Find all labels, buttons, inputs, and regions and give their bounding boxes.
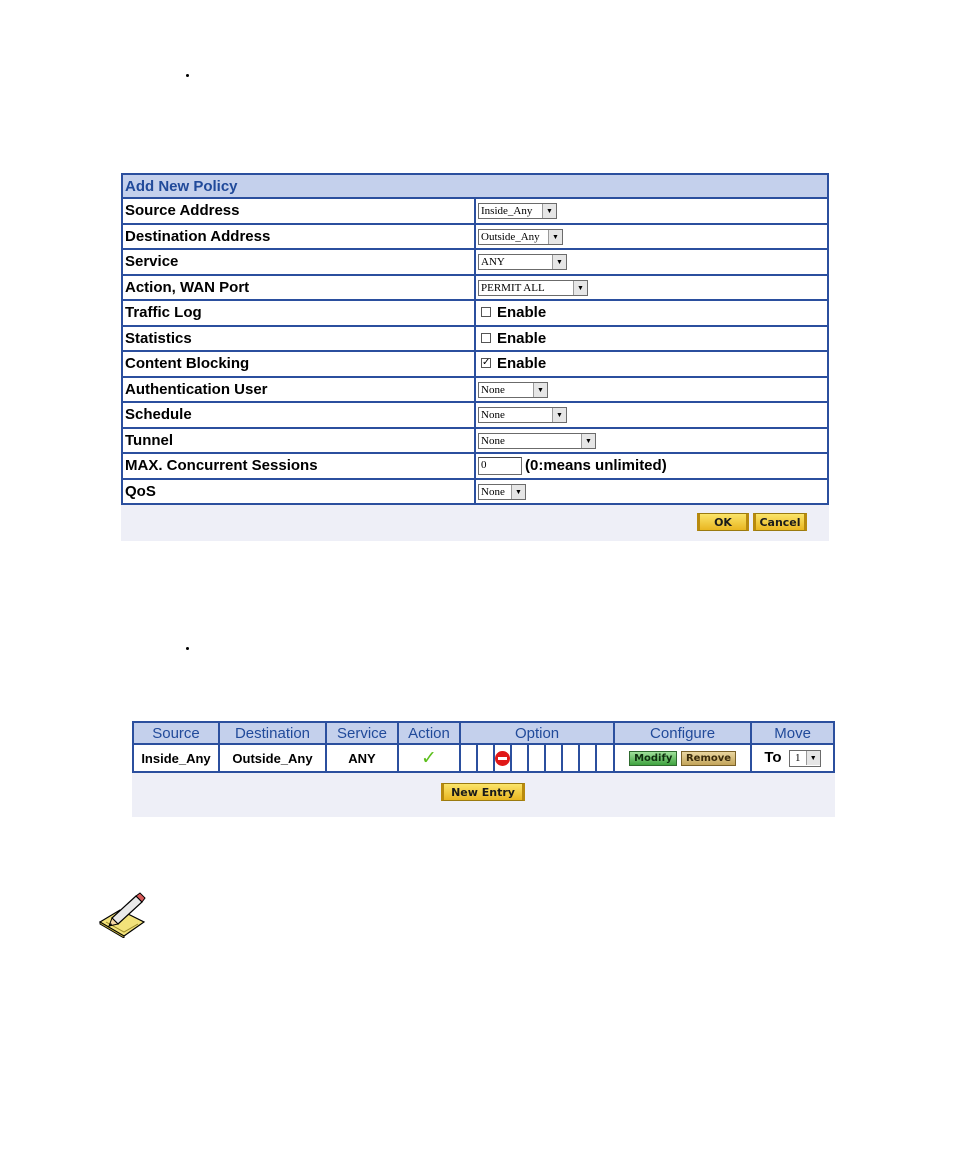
add-policy-table	[121, 173, 829, 505]
row-service	[122, 249, 828, 275]
list-header-row	[133, 722, 834, 744]
row-statistics	[122, 326, 828, 352]
authentication-user-select[interactable]: None ▼	[478, 382, 548, 398]
statistics-checkbox[interactable]	[481, 333, 491, 343]
cancel-button[interactable]: Cancel	[753, 513, 807, 531]
statistics-label: Statistics	[122, 326, 475, 352]
list-footer	[132, 773, 835, 817]
source-address-label: Source Address	[122, 198, 475, 224]
option-cell	[596, 744, 614, 772]
row-configure	[614, 744, 751, 772]
row-max-concurrent-sessions	[122, 453, 828, 479]
dropdown-arrow-icon: ▼	[581, 434, 595, 448]
statistics-enable-text: Enable	[497, 329, 547, 347]
option-cell	[494, 744, 511, 772]
row-tunnel	[122, 428, 828, 454]
row-destination-address	[122, 224, 828, 250]
service-label: Service	[122, 249, 475, 275]
modify-button[interactable]: Modify	[629, 751, 677, 766]
check-icon: ✓	[421, 747, 437, 769]
move-prefix: To	[764, 749, 782, 767]
pencil-note-icon	[98, 892, 146, 938]
action-wan-port-label: Action, WAN Port	[122, 275, 475, 301]
form-title: Add New Policy	[122, 174, 828, 198]
header-configure: Configure	[614, 722, 751, 744]
row-schedule	[122, 402, 828, 428]
row-destination: Outside_Any	[219, 744, 326, 772]
source-address-select[interactable]: Inside_Any ▼	[478, 203, 557, 219]
schedule-select[interactable]: None ▼	[478, 407, 567, 423]
header-move: Move	[751, 722, 834, 744]
option-cell	[562, 744, 579, 772]
tunnel-select[interactable]: None ▼	[478, 433, 596, 449]
row-action-wan-port	[122, 275, 828, 301]
move-position-select[interactable]: 1 ▼	[789, 750, 821, 767]
service-select[interactable]: ANY ▼	[478, 254, 567, 270]
policy-list-table	[132, 721, 835, 773]
row-move	[751, 744, 834, 772]
add-new-policy-form	[121, 173, 829, 541]
option-cell	[545, 744, 562, 772]
new-entry-button[interactable]: New Entry	[441, 783, 525, 801]
header-option: Option	[460, 722, 614, 744]
dropdown-arrow-icon: ▼	[542, 204, 556, 218]
row-qos	[122, 479, 828, 505]
traffic-log-checkbox[interactable]	[481, 307, 491, 317]
row-traffic-log	[122, 300, 828, 326]
dropdown-arrow-icon: ▼	[511, 485, 525, 499]
traffic-log-label: Traffic Log	[122, 300, 475, 326]
row-action	[398, 744, 460, 772]
header-action: Action	[398, 722, 460, 744]
content-blocking-checkbox[interactable]: ✓	[482, 357, 491, 369]
dropdown-arrow-icon: ▼	[552, 408, 566, 422]
bullet-marker-2	[186, 647, 189, 650]
row-authentication-user	[122, 377, 828, 403]
dropdown-arrow-icon: ▼	[533, 383, 547, 397]
destination-address-label: Destination Address	[122, 224, 475, 250]
schedule-label: Schedule	[122, 402, 475, 428]
authentication-user-label: Authentication User	[122, 377, 475, 403]
bullet-marker-1	[186, 74, 189, 77]
qos-label: QoS	[122, 479, 475, 505]
option-cell	[511, 744, 528, 772]
policy-list	[132, 721, 835, 817]
header-service: Service	[326, 722, 398, 744]
dropdown-arrow-icon: ▼	[573, 281, 587, 295]
row-source-address	[122, 198, 828, 224]
content-blocking-enable-text: Enable	[497, 355, 547, 373]
destination-address-select[interactable]: Outside_Any ▼	[478, 229, 563, 245]
row-content-blocking	[122, 351, 828, 377]
dropdown-arrow-icon: ▼	[806, 751, 820, 765]
no-entry-icon	[495, 751, 510, 766]
form-footer	[121, 505, 829, 541]
qos-select[interactable]: None ▼	[478, 484, 526, 500]
option-cell	[477, 744, 494, 772]
action-wan-port-select[interactable]: PERMIT ALL ▼	[478, 280, 588, 296]
dropdown-arrow-icon: ▼	[548, 230, 562, 244]
max-sessions-hint: (0:means unlimited)	[525, 456, 667, 474]
option-cell	[528, 744, 545, 772]
max-concurrent-sessions-label: MAX. Concurrent Sessions	[122, 453, 475, 479]
row-source: Inside_Any	[133, 744, 219, 772]
tunnel-label: Tunnel	[122, 428, 475, 454]
content-blocking-label: Content Blocking	[122, 351, 475, 377]
remove-button[interactable]: Remove	[681, 751, 736, 766]
header-destination: Destination	[219, 722, 326, 744]
traffic-log-enable-text: Enable	[497, 304, 547, 322]
option-cell	[579, 744, 596, 772]
table-row	[133, 744, 834, 772]
ok-button[interactable]: OK	[697, 513, 749, 531]
row-service: ANY	[326, 744, 398, 772]
max-sessions-input[interactable]: 0	[478, 457, 522, 475]
header-source: Source	[133, 722, 219, 744]
dropdown-arrow-icon: ▼	[552, 255, 566, 269]
option-cell	[460, 744, 477, 772]
